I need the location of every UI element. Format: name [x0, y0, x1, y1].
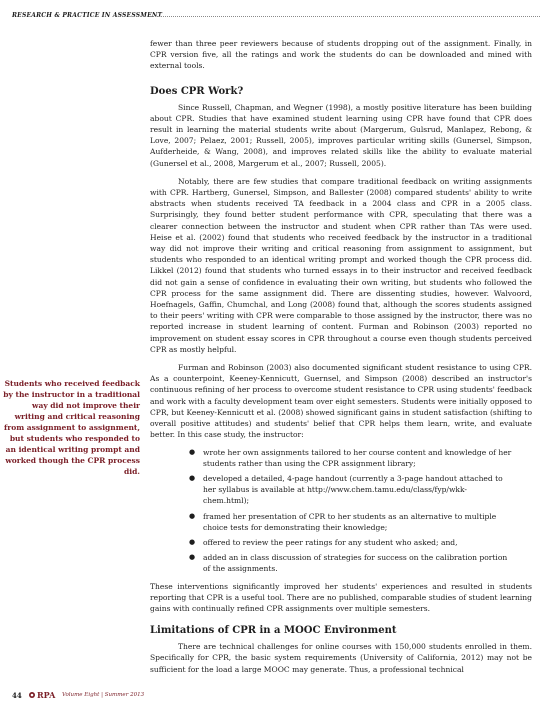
body-paragraph: These interventions significantly improved her students' experiences and resulted in students reporting that CPR is a useful tool. There are no published, comparable studies of student learning gains with continually refined CPR assignments over multiple semesters.: [150, 581, 532, 613]
bullet-icon: ●: [189, 553, 196, 562]
page-number: 44: [12, 691, 22, 700]
rpa-logo-icon: [28, 689, 58, 701]
list-item: ● developed a detailed, 4-page handout (currently a 3-page handout attached to her syllabus is available at http://www.chem.tamu.edu/class/fyp/wkk-chem.html);: [189, 473, 503, 506]
running-header: [12, 12, 540, 24]
list-item: ● added an in class discussion of strategies for success on the calibration portion of the assignments.: [189, 553, 508, 574]
intro-paragraph: fewer than three peer reviewers because of students dropping out of the assignment. Finally, in CPR version five, all the ratings and work the students do can be downloaded and mined with external tools.: [150, 39, 532, 71]
bullet-icon: ●: [189, 537, 196, 546]
svg-text:RPA: RPA: [37, 690, 56, 700]
page-footer: [12, 689, 312, 703]
section-heading-does-cpr-work: Does CPR Work?: [150, 85, 244, 97]
list-item: ● framed her presentation of CPR to her students as an alternative to multiple choice tests for demonstrating their knowledge;: [189, 511, 497, 532]
bullet-icon: ●: [189, 473, 196, 482]
journal-volume-text: Volume Eight | Summer 2013: [62, 692, 145, 698]
list-item: ● offered to review the peer ratings for any student who asked; and,: [189, 537, 458, 547]
bullet-icon: ●: [189, 511, 196, 520]
journal-section-label: RESEARCH & PRACTICE IN ASSESSMENT: [12, 12, 163, 19]
main-column: [150, 38, 532, 675]
bullet-icon: ●: [189, 447, 196, 456]
body-paragraph: There are technical challenges for online courses with 150,000 students enrolled in them. Specifically for CPR, the basic system requirements (University of California, 2012) may not be sufficient for the load a large MOOC may generate. Thus, a professional technical: [150, 642, 532, 674]
header-dotted-rule: [140, 16, 540, 17]
instructor-steps-list: [150, 447, 532, 575]
list-item: ● wrote her own assignments tailored to her course content and knowledge of her students rather than using the CPR assignment library;: [189, 447, 512, 468]
body-paragraph: Since Russell, Chapman, and Wegner (1998), a mostly positive literature has been building about CPR. Studies that have examined student learning using CPR have found that CPR does result in learning the material students write about (Margerum, Gulsrud, Manlapez, Rebong, & Love, 2007; Pelaez, 2001; Russell, 2005), improves particular writing skills (Gunersel, Simpson, Aufderheide, & Wang, 2008), and improves related skills like the ability to evaluate material (Gunersel et al., 2008, Margerum et al., 2007; Russell, 2005).: [150, 102, 532, 168]
section-heading-limitations: Limitations of CPR in a MOOC Environment: [150, 625, 397, 637]
body-paragraph: Notably, there are few studies that compare traditional feedback on writing assignments with CPR. Hartberg, Gunersel, Simpson, and Ballester (2008) compared students' ability to write abstracts when students received TA feedback in a 2004 class and CPR in a 2005 class. Surprisingly, they found better student performance with CPR, speculating that there was a clearer connection between the instructor and student when CPR rather than TAs were used. Heise et al. (2002) found that students who received feedback by the instructor in a traditional way did not improve their writing and critical reasoning from assignment to assignment, but students who responded to an identical writing prompt and worked though the CPR process did. Likkel (2012) found that students who turned essays in to their instructor and received feedback did not gain a sense of confidence in evaluating their own writing, but students who followed the CPR process for the same assignment did. There are dissenting studies, however. Walvoord, Hoefnagels, Gaffin, Chumchal, and Long (2008) found that, although the scores students assigned to their peers' writing with CPR were comparable to those assigned by the instructor, there was no reported increase in student learning of content. Furman and Robinson (2003) reported no improvement on student essay scores in CPR throughout a course even though students perceived CPR as mostly helpful.: [150, 176, 532, 354]
pull-quote: Students who received feedback by the instructor in a traditional way did not improve their writing and critical reasoning from assignment to assignment, but students who responded to an identical writing prompt and worked though the CPR process did.: [3, 379, 140, 476]
body-paragraph: Furman and Robinson (2003) also documented significant student resistance to using CPR. As a counterpoint, Keeney-Kennicutt, Guernsel, and Simpson (2008) described an instructor's continuous refining of her process to overcome student resistance to CPR using students' feedback and work with a faculty development team over eight semesters. Students were initially opposed to CPR, but Keeney-Kennicutt et al. (2008) showed significant gains in student satisfaction (shifting to overall positive attitudes) and students' belief that CPR helps them learn, write, and evaluate better. In this case study, the instructor:: [150, 363, 532, 440]
